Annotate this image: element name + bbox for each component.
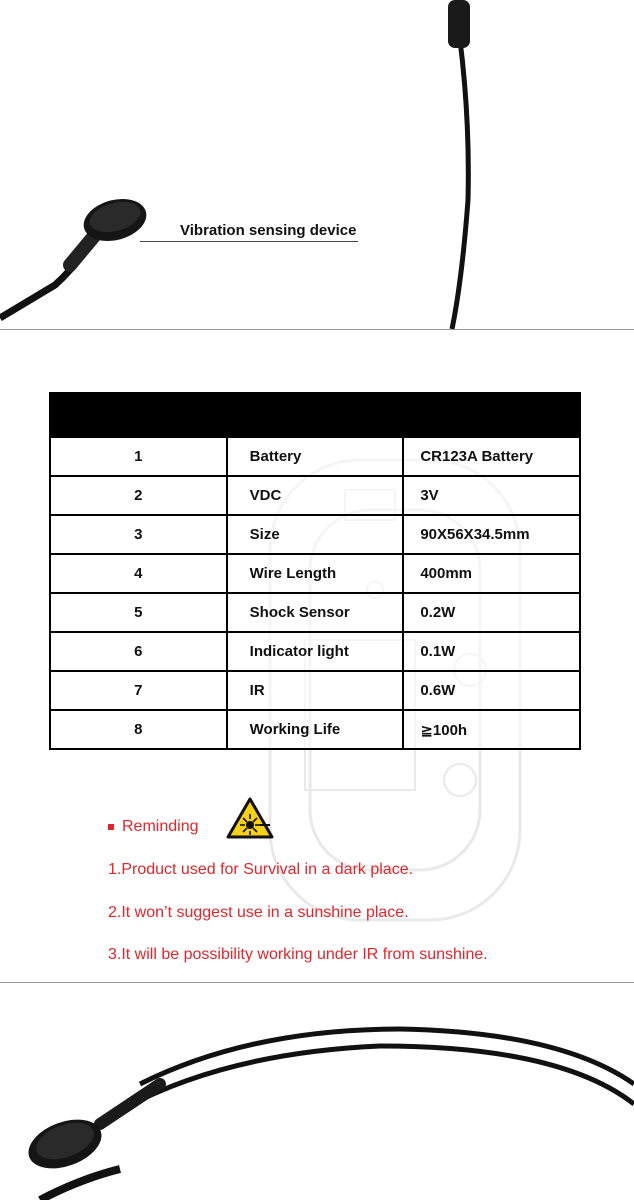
row-value: 0.2W [403,593,580,632]
spec-table [49,392,581,750]
row-number: 3 [50,515,227,554]
table-row [50,671,580,710]
row-number: 7 [50,671,227,710]
reminding-line: 3.It will be possibility working under IR from sunshine. [108,946,488,963]
header-cell [227,393,404,437]
product-photo-bottom [0,984,634,1200]
row-name: Indicator light [227,632,404,671]
table-row [50,593,580,632]
row-number: 4 [50,554,227,593]
reminding-line: 2.It won’t suggest use in a sunshine place. [108,904,409,921]
table-row [50,632,580,671]
sensor-cable-illustration [0,0,634,329]
reminding-line: 1.Product used for Survival in a dark place. [108,861,414,878]
callout-label: Vibration sensing device [180,222,357,239]
row-name: IR [227,671,404,710]
reminding-label: Reminding [122,818,199,835]
bullet-icon [108,824,114,830]
row-value: 3V [403,476,580,515]
row-value: 400mm [403,554,580,593]
row-name: Shock Sensor [227,593,404,632]
product-photo-top [0,0,634,329]
row-name: Working Life [227,710,404,749]
spec-section [0,330,634,982]
reminding-heading [108,818,198,836]
callout-line [140,241,358,242]
row-value: CR123A Battery [403,437,580,476]
row-name: Battery [227,437,404,476]
row-value: 0.1W [403,632,580,671]
row-value: 0.6W [403,671,580,710]
section-divider [0,982,634,983]
row-number: 8 [50,710,227,749]
row-value: ≧100h [403,710,580,749]
table-row [50,554,580,593]
table-row [50,710,580,749]
header-cell [50,393,227,437]
row-name: Size [227,515,404,554]
row-name: Wire Length [227,554,404,593]
table-row [50,476,580,515]
row-number: 6 [50,632,227,671]
row-number: 1 [50,437,227,476]
table-row [50,437,580,476]
spec-table-header [50,393,580,437]
row-number: 2 [50,476,227,515]
sensor-cable-illustration [0,984,634,1200]
laser-warning-icon [226,797,274,839]
row-value: 90X56X34.5mm [403,515,580,554]
row-name: VDC [227,476,404,515]
table-row [50,515,580,554]
row-number: 5 [50,593,227,632]
header-cell [403,393,580,437]
